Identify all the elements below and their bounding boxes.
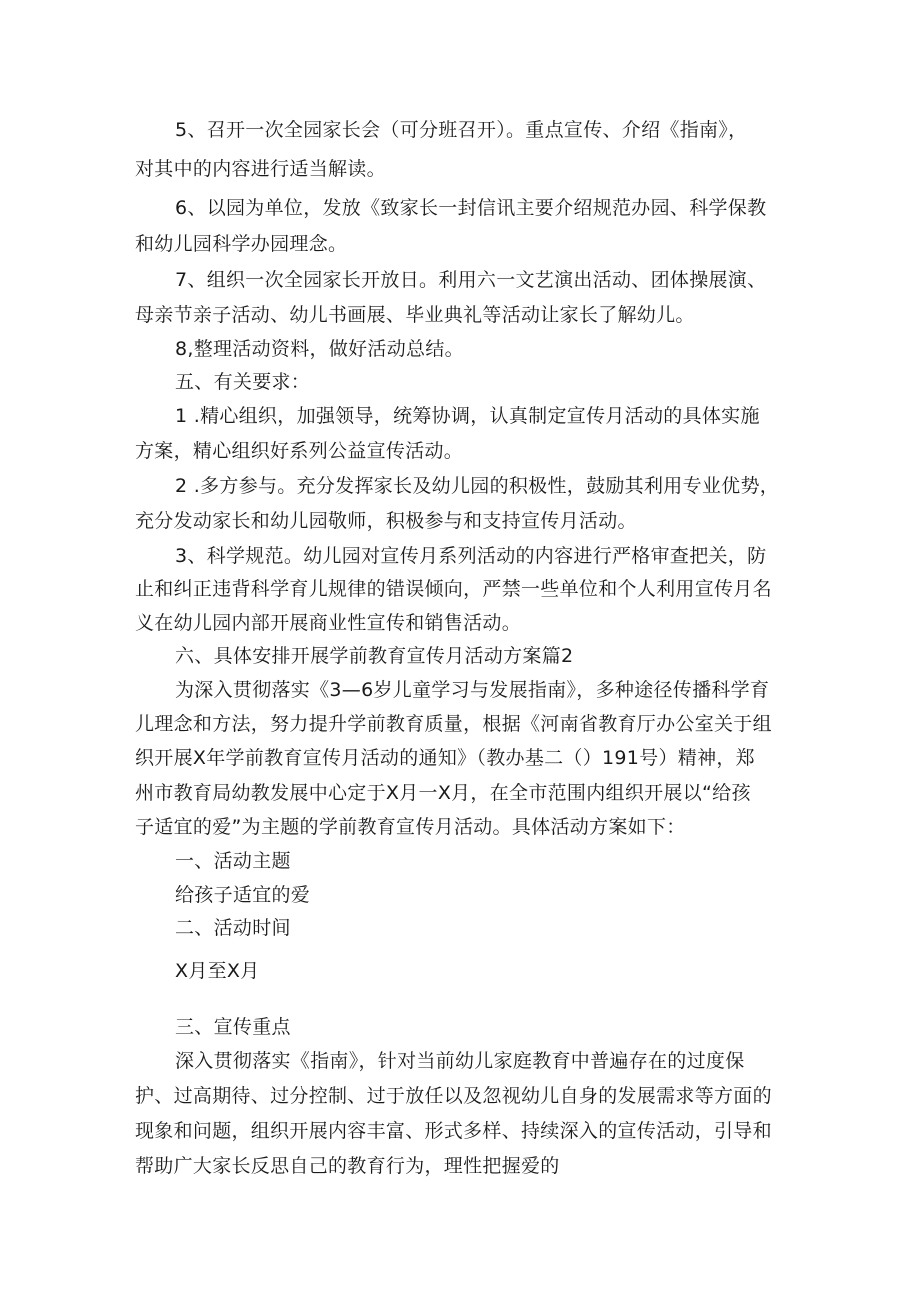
- paragraph-line: 充分发动家长和幼儿园敬师，积极参与和支持宣传月活动。: [135, 510, 637, 532]
- paragraph-line: 子适宜的爱”为主题的学前教育宣传月活动。具体活动方案如下：: [135, 816, 686, 838]
- paragraph-line: 给孩子适宜的爱: [175, 884, 311, 906]
- paragraph-line: 1 .精心组织，加强领导，统筹协调，认真制定宣传月活动的具体实施: [175, 405, 760, 427]
- section-heading: 五、有关要求：: [175, 371, 311, 393]
- paragraph-line: X月至X月: [175, 960, 260, 982]
- paragraph-line: 方案，精心组织好系列公益宣传活动。: [135, 440, 464, 462]
- paragraph-line: 2 .多方参与。充分发挥家长及幼儿园的积极性，鼓励其利用专业优势，: [175, 475, 780, 497]
- section-heading: 一、活动主题: [175, 850, 291, 872]
- paragraph-line: 8,整理活动资料，做好活动总结。: [175, 338, 464, 360]
- section-heading: 六、具体安排开展学前教育宣传月活动方案篇2: [175, 645, 574, 667]
- paragraph-line: 3、科学规范。幼儿园对宣传月系列活动的内容进行严格审查把关，防: [175, 545, 767, 567]
- paragraph-line: 州市教育局幼教发展中心定于X月一X月，在全市范围内组织开展以“给孩: [135, 782, 751, 804]
- paragraph-line: 止和纠正违背科学育儿规律的错误倾向，严禁一些单位和个人利用宣传月名: [135, 578, 772, 600]
- paragraph-line: 深入贯彻落实《指南》，针对当前幼儿家庭教育中普遍存在的过度保: [175, 1050, 745, 1072]
- paragraph-line: 和幼儿园科学办园理念。: [135, 233, 348, 255]
- paragraph-line: 儿理念和方法，努力提升学前教育质量，根据《河南省教育厅办公室关于组: [135, 713, 772, 735]
- paragraph-line: 护、过高期待、过分控制、过于放任以及忽视幼儿自身的发展需求等方面的: [135, 1085, 772, 1107]
- paragraph-line: 5、召开一次全园家长会（可分班召开）。重点宣传、介绍《指南》，: [175, 119, 748, 141]
- paragraph-line: 现象和问题，组织开展内容丰富、形式多样、持续深入的宣传活动，引导和: [135, 1120, 772, 1142]
- paragraph-line: 6、以园为单位，发放《致家长一封信讯主要介绍规范办园、科学保教: [175, 197, 767, 219]
- paragraph-line: 义在幼儿园内部开展商业性宣传和销售活动。: [135, 612, 522, 634]
- section-heading: 二、活动时间: [175, 917, 291, 939]
- paragraph-line: 为深入贯彻落实《3—6岁儿童学习与发展指南》，多种途径传播科学育: [175, 679, 770, 701]
- paragraph-line: 帮助广大家长反思自己的教育行为，理性把握爱的: [135, 1155, 560, 1177]
- paragraph-line: 织开展X年学前教育宣传月活动的通知》（教办基二（）191号）精神，郑: [135, 747, 755, 769]
- paragraph-line: 7、组织一次全园家长开放日。利用六一文艺演出活动、团体操展演、: [175, 269, 767, 291]
- paragraph-line: 母亲节亲子活动、幼儿书画展、毕业典礼等活动让家长了解幼儿。: [135, 304, 695, 326]
- section-heading: 三、宣传重点: [175, 1016, 291, 1038]
- paragraph-line: 对其中的内容进行适当解读。: [135, 158, 386, 180]
